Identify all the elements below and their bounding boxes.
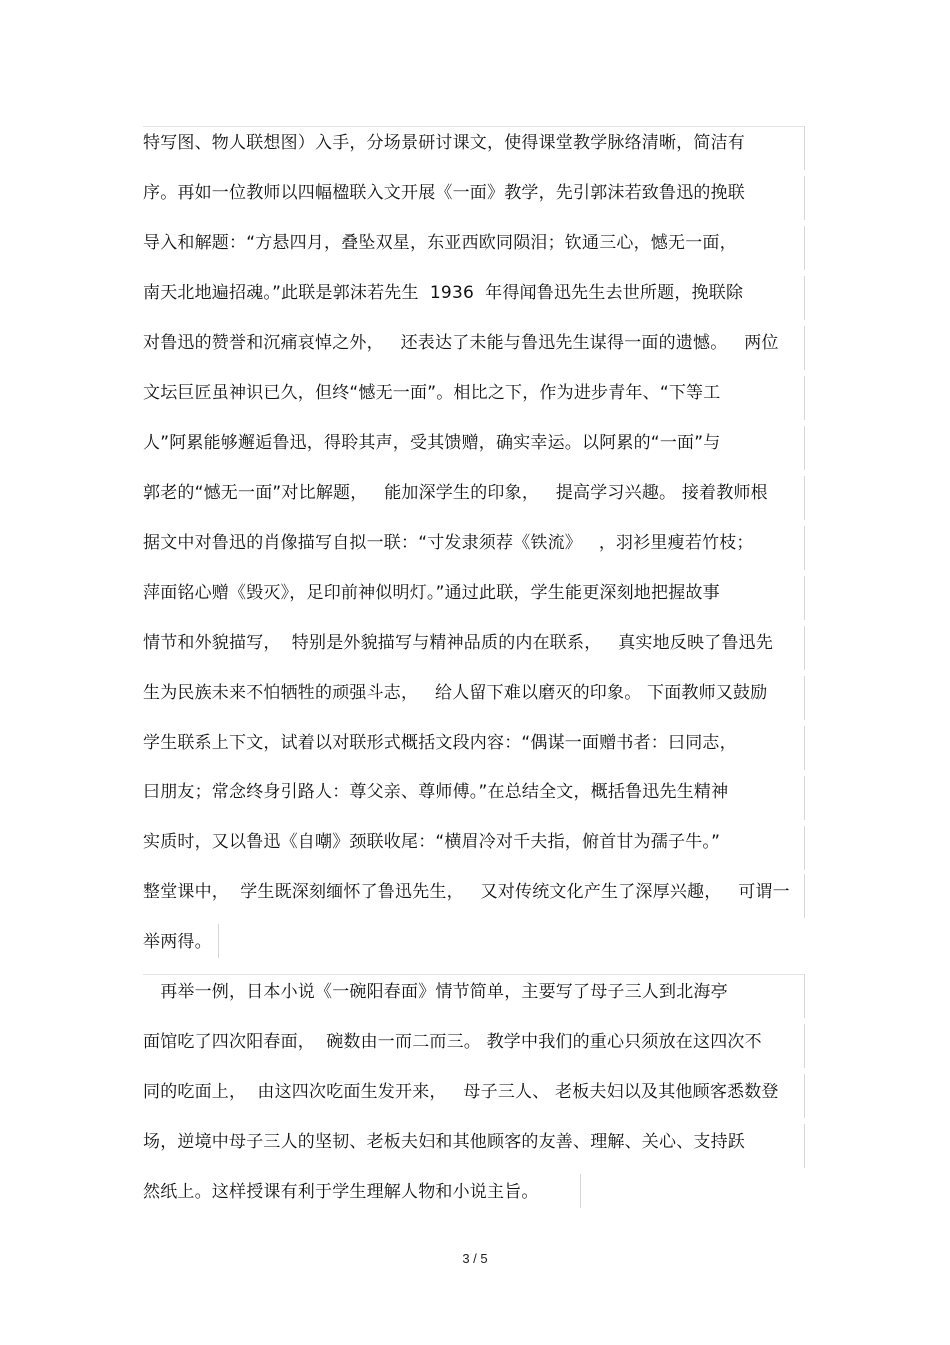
cell-border (804, 1024, 805, 1068)
cell-border (804, 476, 805, 520)
cell-border (804, 526, 805, 570)
cell-border (804, 676, 805, 720)
text-line: 再举一例，日本小说《一碗阳春面》情节简单，主要写了母子三人到北海亭 (143, 982, 728, 1002)
cell-border (218, 924, 219, 958)
text-line: 序。再如一位教师以四幅楹联入文开展《一面》教学，先引郭沫若致鲁迅的挽联 (143, 183, 745, 203)
cell-border (804, 1074, 805, 1118)
text-line: 实质时，又以鲁迅《自嘲》颈联收尾：“横眉冷对千夫指，俯首甘为孺子牛。” (143, 832, 721, 852)
cell-border (804, 726, 805, 770)
cell-border (804, 974, 805, 1018)
text-line: 同的吃面上， 由这四次吃面生发开来， 母子三人、 老板夫妇以及其他顾客悉数登 (143, 1082, 779, 1102)
text-line: 情节和外貌描写， 特别是外貌描写与精神品质的内在联系， 真实地反映了鲁迅先 (143, 633, 774, 653)
text-line: 对鲁迅的赞誉和沉痛哀悼之外， 还表达了未能与鲁迅先生谋得一面的遗憾。 两位 (143, 333, 779, 353)
text-line: 人”阿累能够邂逅鲁迅，得聆其声，受其馈赠，确实幸运。以阿累的“一面”与 (143, 433, 721, 453)
text-line: 举两得。 (143, 932, 212, 952)
text-line: 萍面铭心赠《毁灭》，足印前神似明灯。”通过此联，学生能更深刻地把握故事 (143, 583, 720, 603)
cell-border (804, 126, 805, 170)
cell-border (804, 874, 805, 918)
cell-border (143, 974, 804, 975)
cell-border (804, 376, 805, 420)
cell-border (804, 626, 805, 670)
text-line: 面馆吃了四次阳春面， 碗数由一而二而三。 教学中我们的重心只须放在这四次不 (143, 1032, 762, 1052)
cell-border (804, 226, 805, 270)
text-line: 学生联系上下文，试着以对联形式概括文段内容：“偶谋一面赠书者：曰同志， (143, 733, 737, 753)
cell-border (804, 426, 805, 470)
text-line: 特写图、物人联想图）入手，分场景研讨课文，使得课堂教学脉络清晰，简洁有 (143, 133, 745, 153)
page-number: 3 / 5 (462, 1251, 488, 1266)
cell-border (804, 326, 805, 370)
text-line: 整堂课中， 学生既深刻缅怀了鲁迅先生， 又对传统文化产生了深厚兴趣， 可谓一 (143, 882, 790, 902)
text-line: 郭老的“憾无一面”对比解题， 能加深学生的印象， 提高学习兴趣。 接着教师根 (143, 483, 768, 503)
cell-border (804, 276, 805, 320)
cell-border (804, 826, 805, 870)
cell-border (580, 1174, 581, 1208)
text-line: 曰朋友；常念终身引路人：尊父亲、尊师傅。”在总结全文，概括鲁迅先生精神 (143, 782, 729, 802)
cell-border (804, 1124, 805, 1168)
text-line: 文坛巨匠虽神识已久，但终“憾无一面”。相比之下，作为进步青年、“下等工 (143, 383, 721, 403)
text-line: 场，逆境中母子三人的坚韧、老板夫妇和其他顾客的友善、理解、关心、支持跃 (143, 1132, 745, 1152)
text-line: 生为民族未来不怕牺牲的顽强斗志， 给人留下难以磨灭的印象。 下面教师又鼓励 (143, 683, 768, 703)
cell-border (804, 176, 805, 220)
text-line: 南天北地遍招魂。”此联是郭沫若先生 1936 年得闻鲁迅先生去世所题，挽联除 (143, 283, 744, 303)
cell-border (804, 576, 805, 620)
text-line: 然纸上。这样授课有利于学生理解人物和小说主旨。 (143, 1182, 539, 1202)
text-line: 导入和解题：“方悬四月，叠坠双星，东亚西欧同陨泪；钦通三心，憾无一面， (143, 233, 737, 253)
cell-border (804, 776, 805, 820)
text-line: 据文中对鲁迅的肖像描写自拟一联：“寸发隶须荐《铁流》 ，羽衫里瘦若竹枝； (143, 533, 754, 553)
